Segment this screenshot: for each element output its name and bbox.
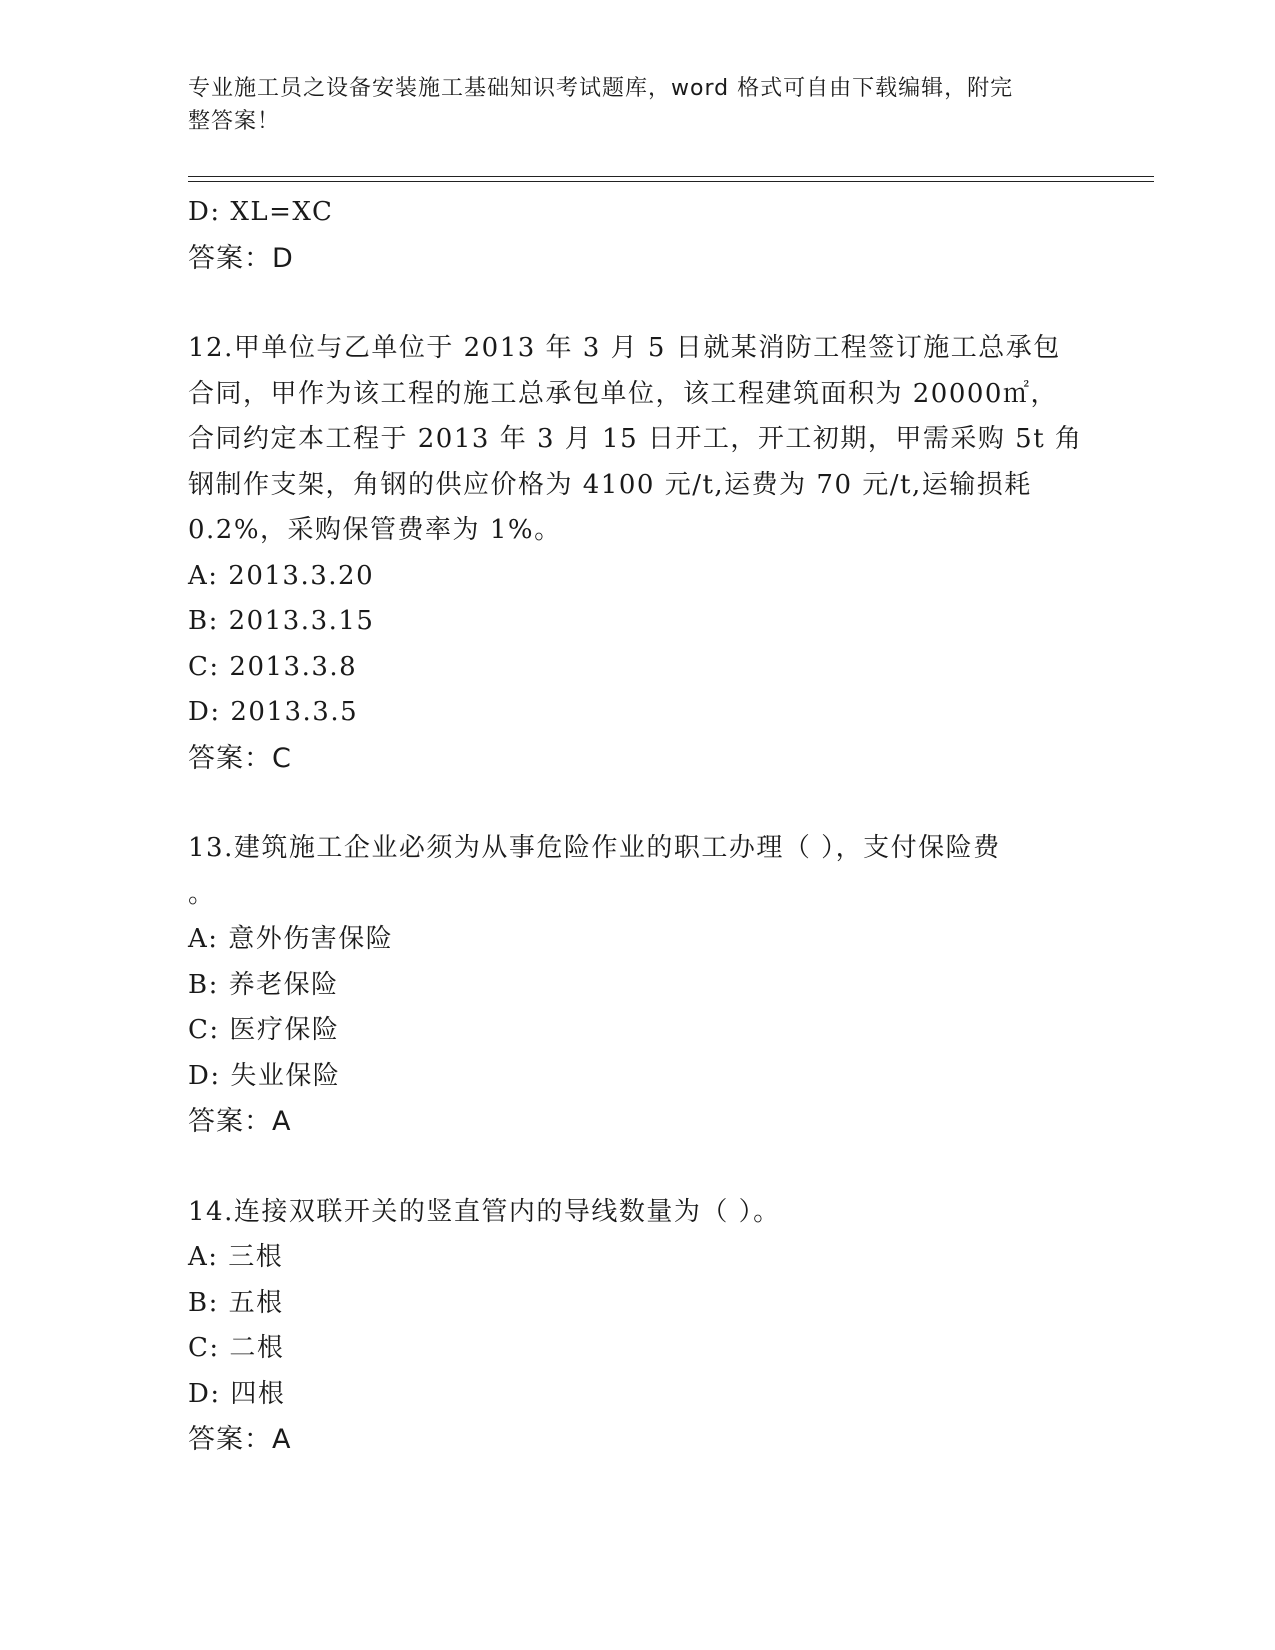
option-b: B: 2013.3.15 <box>188 606 375 636</box>
answer-line: 答案：D <box>188 242 294 274</box>
document-header <box>188 72 1068 138</box>
previous-question-tail <box>188 190 1088 281</box>
option-b: B: 五根 <box>188 1287 284 1318</box>
option-d: D: 四根 <box>188 1378 286 1409</box>
option-d: D: 失业保险 <box>188 1060 341 1091</box>
spacer <box>188 281 1088 326</box>
question-13-line-2: 。 <box>188 878 216 909</box>
question-12 <box>188 326 1088 781</box>
option-a: A: 三根 <box>188 1242 284 1272</box>
option-c: C: 2013.3.8 <box>188 651 358 682</box>
question-12-line-3: 合同约定本工程于 2013 年 3 月 15 日开工，开工初期，甲需采购 5t 角 <box>188 424 1083 454</box>
option-a: A: 2013.3.20 <box>188 560 375 591</box>
header-divider-bottom <box>188 181 1154 182</box>
header-divider-top <box>188 176 1154 177</box>
option-d: D: 2013.3.5 <box>188 697 359 727</box>
question-14 <box>188 1190 1088 1463</box>
answer-line: 答案：C <box>188 742 292 774</box>
spacer <box>188 781 1088 826</box>
document-body <box>188 190 1088 1463</box>
header-line-1: 专业施工员之设备安装施工基础知识考试题库，word 格式可自由下载编辑，附完 <box>188 76 1014 101</box>
header-line-2: 整答案！ <box>188 109 281 134</box>
option-c: C: 医疗保险 <box>188 1015 340 1045</box>
question-12-line-2: 合同，甲作为该工程的施工总承包单位，该工程建筑面积为 20000㎡， <box>188 378 1058 409</box>
question-13 <box>188 826 1088 1145</box>
spacer <box>188 1145 1088 1190</box>
question-12-line-4: 钢制作支架，角钢的供应价格为 4100 元/t,运费为 70 元/t,运输损耗 <box>188 469 1032 500</box>
question-14-line-1: 14.连接双联开关的竖直管内的导线数量为（ ）。 <box>188 1196 781 1227</box>
option-c: C: 二根 <box>188 1333 285 1363</box>
option-b: B: 养老保险 <box>188 969 339 1000</box>
option-d: D: XL=XC <box>188 197 334 227</box>
answer-line: 答案：A <box>188 1106 292 1137</box>
answer-line: 答案：A <box>188 1424 292 1455</box>
option-a: A: 意外伤害保险 <box>188 924 394 954</box>
question-13-line-1: 13.建筑施工企业必须为从事危险作业的职工办理（ ），支付保险费 <box>188 833 1001 863</box>
question-12-line-5: 0.2%，采购保管费率为 1%。 <box>188 515 562 545</box>
question-12-line-1: 12.甲单位与乙单位于 2013 年 3 月 5 日就某消防工程签订施工总承包 <box>188 333 1061 363</box>
